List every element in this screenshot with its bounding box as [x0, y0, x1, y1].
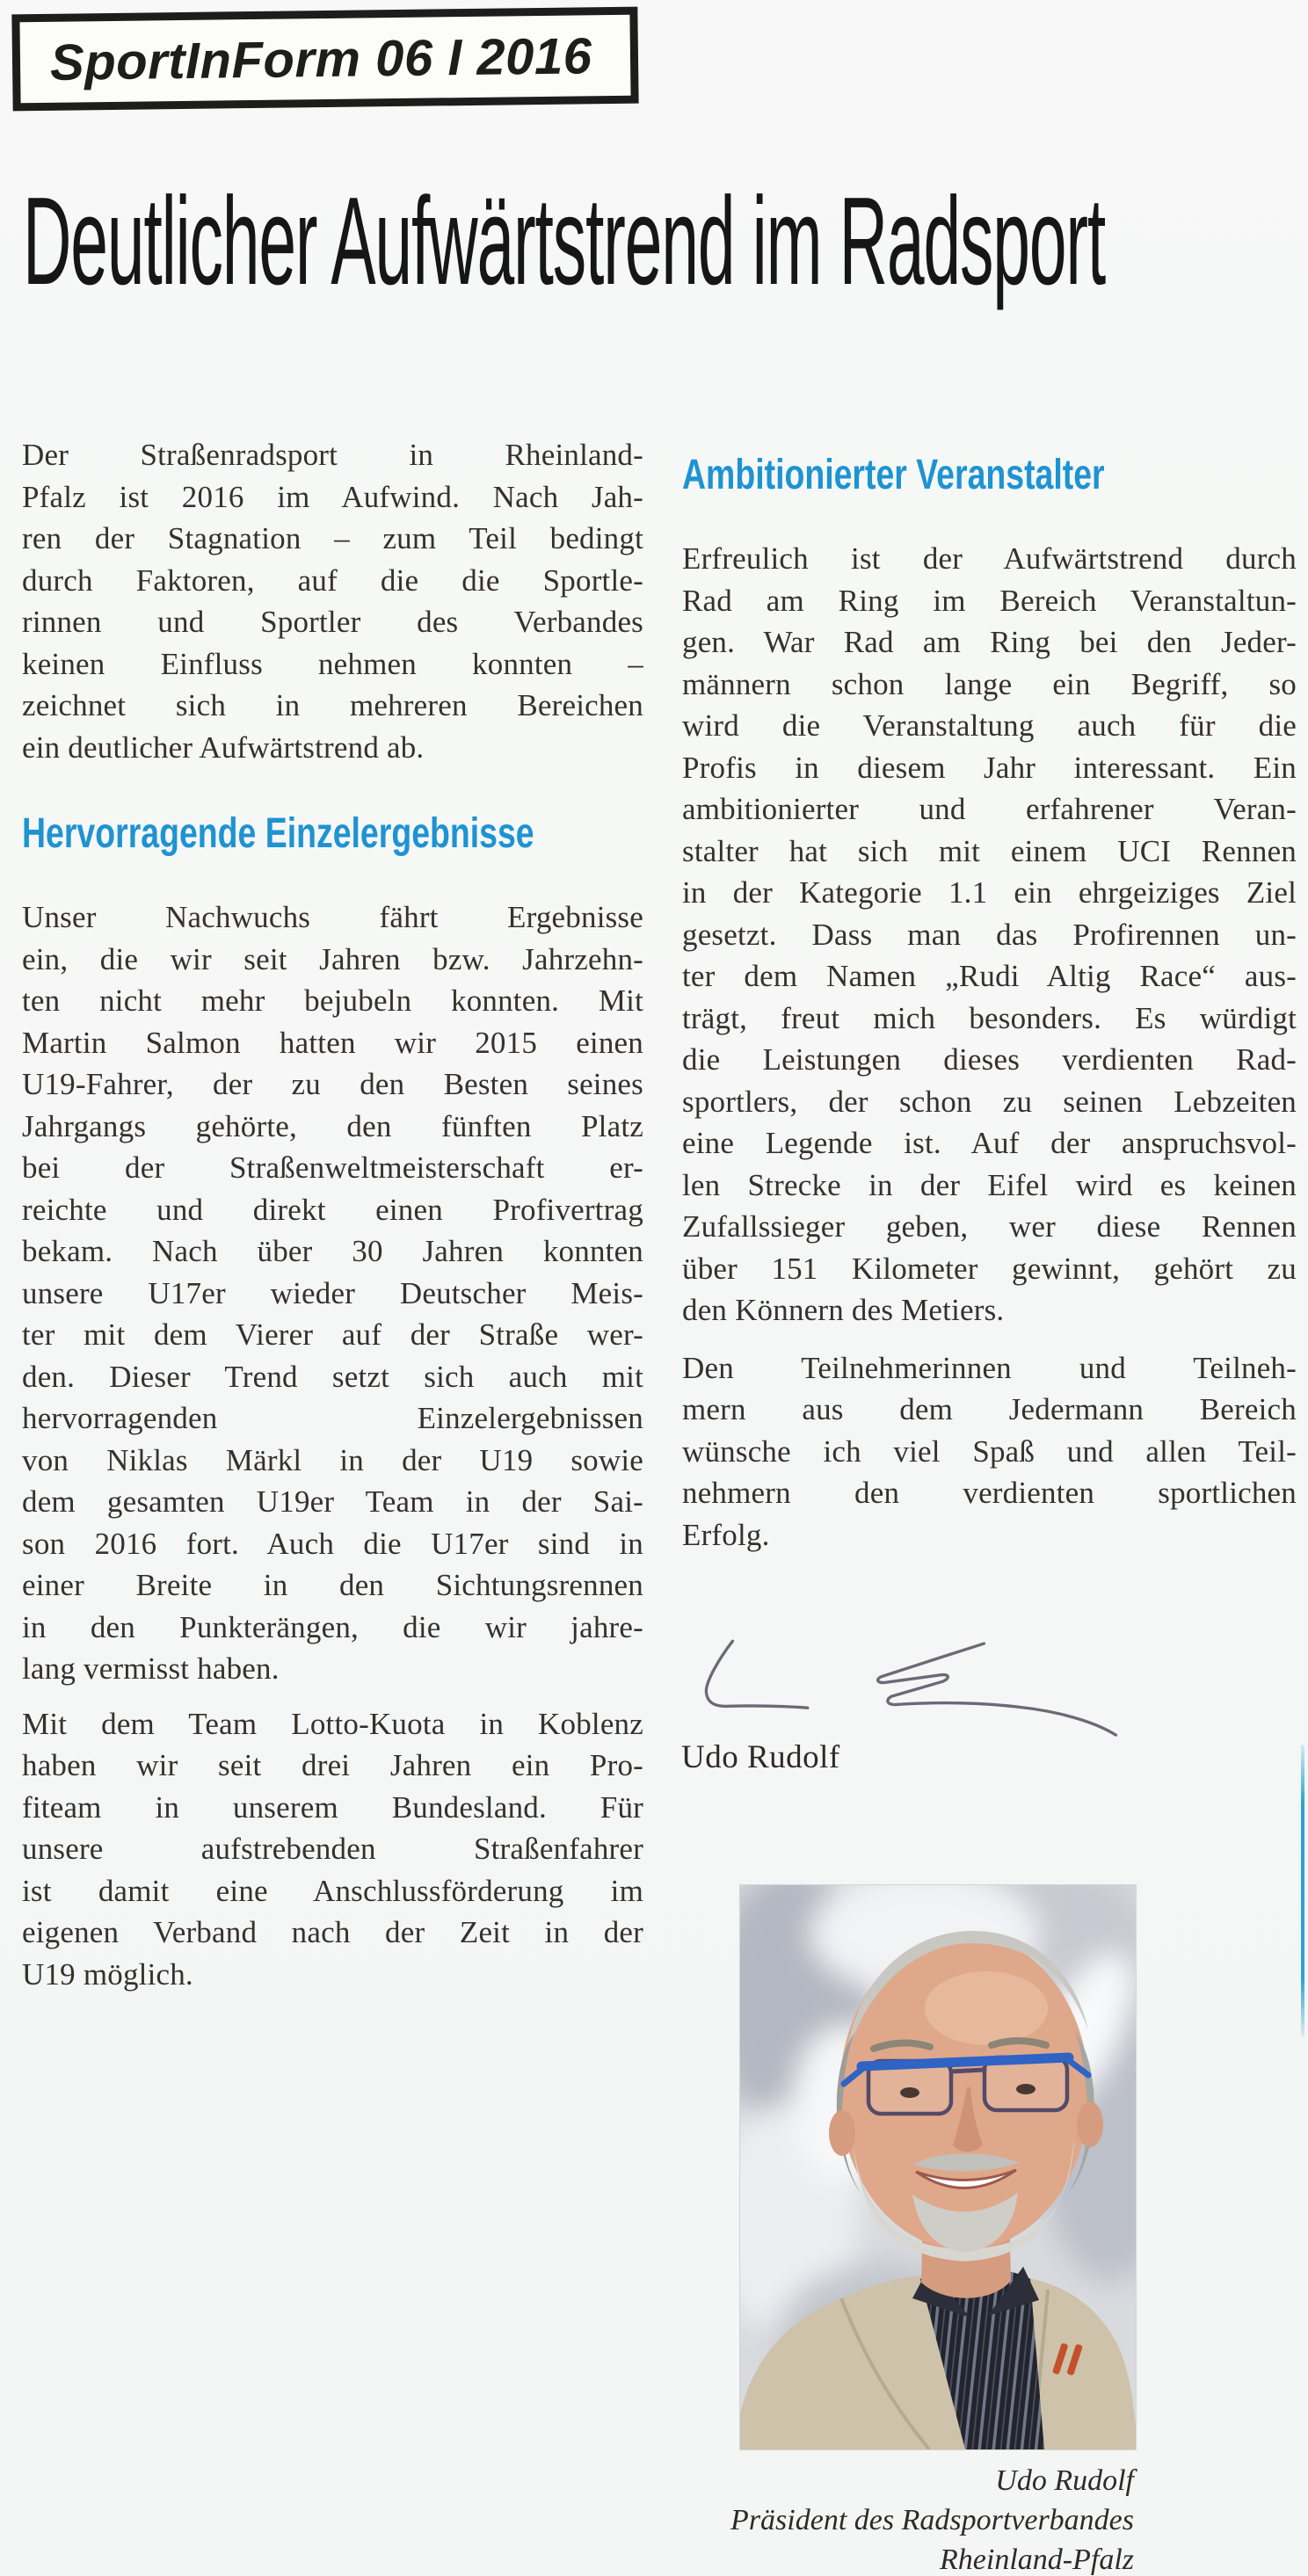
caption-region: Rheinland-Pfalz	[940, 2543, 1134, 2576]
text-line: Mit dem Team Lotto-Kuota in Koblenz	[22, 1706, 643, 1741]
text-line: Profis in diesem Jahr interessant. Ein	[682, 750, 1297, 785]
text-line: unsere aufstrebenden Straßenfahrer	[22, 1832, 643, 1866]
text-line: ren der Stagnation – zum Teil bedingt	[22, 521, 643, 555]
text-line: wird die Veranstaltung auch für die	[682, 708, 1297, 743]
text-line: Zufallssieger geben, wer diese Rennen	[682, 1209, 1297, 1244]
text-line: den Könnern des Metiers.	[682, 1293, 1005, 1327]
portrait-photo	[740, 1885, 1136, 2449]
text-line: von Niklas Märkl in der U19 sowie	[22, 1442, 643, 1477]
text-line: keinen Einfluss nehmen konnten –	[22, 646, 643, 681]
text-line: mern aus dem Jedermann Bereich	[682, 1392, 1297, 1426]
photo-caption	[615, 2461, 1134, 2576]
text-line: U19-Fahrer, der zu den Besten seines	[22, 1067, 643, 1101]
text-line: ein deutlicher Aufwärtstrend ab.	[22, 729, 425, 765]
text-line: gen. War Rad am Ring bei den Jeder-	[682, 625, 1297, 659]
text-line: stalter hat sich mit einem UCI Rennen	[682, 833, 1297, 868]
text-line: haben wir seit drei Jahren ein Pro-	[22, 1748, 643, 1782]
text-line: zeichnet sich in mehreren Bereichen	[22, 688, 643, 722]
text-line: über 151 Kilometer gewinnt, gehört zu	[682, 1251, 1297, 1286]
wishes-paragraph	[682, 1347, 1297, 1556]
text-line: unsere U17er wieder Deutscher Meis-	[22, 1275, 643, 1310]
text-line: die Leistungen dieses verdienten Rad-	[682, 1042, 1297, 1077]
text-line: bekam. Nach über 30 Jahren konnten	[22, 1234, 643, 1268]
right-column	[682, 434, 1297, 1556]
text-line: den. Dieser Trend setzt sich auch mit	[22, 1359, 643, 1394]
intro-paragraph	[22, 434, 643, 768]
organizer-paragraph	[682, 538, 1297, 1332]
text-line: U19 möglich.	[22, 1956, 193, 1992]
text-line: ambitionierter und erfahrener Veran-	[682, 792, 1297, 826]
text-line: hervorragenden Einzelergebnissen	[22, 1401, 643, 1435]
text-line: Martin Salmon hatten wir 2015 einen	[22, 1025, 643, 1060]
team-paragraph	[22, 1703, 643, 1996]
text-line: in den Punkterängen, die wir jahre-	[22, 1609, 643, 1644]
text-line: ter mit dem Vierer auf der Straße wer-	[22, 1317, 643, 1352]
text-line: reichte und direkt einen Profivertrag	[22, 1192, 643, 1227]
text-line: nehmern den verdienten sportlichen	[682, 1476, 1297, 1510]
caption-name: Udo Rudolf	[995, 2464, 1134, 2497]
text-line: Den Teilnehmerinnen und Teilneh-	[682, 1350, 1297, 1385]
text-line: durch Faktoren, auf die die Sportle-	[22, 562, 643, 598]
masthead-box	[11, 7, 638, 112]
left-column	[22, 434, 643, 1995]
text-line: len Strecke in der Eifel wird es keinen	[682, 1167, 1297, 1202]
text-line: Rad am Ring im Bereich Veranstaltun-	[682, 583, 1297, 618]
text-line: bei der Straßenweltmeisterschaft er-	[22, 1150, 643, 1185]
article-title: Deutlicher Aufwärtstrend im Radsport	[23, 171, 1106, 311]
text-line: Erfolg.	[682, 1517, 770, 1552]
signer-name: Udo Rudolf	[681, 1739, 840, 1775]
text-line: eigenen Verband nach der Zeit in der	[22, 1915, 643, 1949]
text-line: Jahrgangs gehörte, den fünften Platz	[22, 1108, 643, 1143]
text-line: in der Kategorie 1.1 ein ehrgeiziges Ziel	[682, 875, 1297, 910]
text-line: ter dem Namen „Rudi Altig Race“ aus-	[682, 959, 1297, 993]
text-line: ein, die wir seit Jahren bzw. Jahrzehn-	[22, 941, 643, 976]
text-line: männern schon lange ein Begriff, so	[682, 666, 1297, 701]
text-line: trägt, freut mich besonders. Es würdigt	[682, 1000, 1297, 1035]
text-line: Unser Nachwuchs fährt Ergebnisse	[22, 900, 643, 934]
masthead-label: SportInForm 06 I 2016	[49, 26, 592, 91]
text-line: lang vermisst haben.	[22, 1651, 280, 1686]
text-line: sportlers, der schon zu seinen Lebzeiten	[682, 1084, 1297, 1119]
results-paragraph	[22, 896, 643, 1690]
text-line: eine Legende ist. Auf der anspruchsvol-	[682, 1126, 1297, 1160]
text-line: gesetzt. Dass man das Profirennen un-	[682, 917, 1297, 952]
text-line: wünsche ich viel Spaß und allen Teil-	[682, 1433, 1297, 1469]
text-line: dem gesamten U19er Team in der Sai-	[22, 1484, 643, 1519]
caption-role: Präsident des Radsportverbandes	[730, 2504, 1134, 2536]
scan-artifact-line	[1301, 1745, 1304, 2037]
text-line: fiteam in unserem Bundesland. Für	[22, 1789, 643, 1825]
text-line: Der Straßenradsport in Rheinland-	[22, 438, 643, 472]
section-heading-veranstalter: Ambitionierter Veranstalter	[682, 452, 1105, 498]
text-line: Erfreulich ist der Aufwärtstrend durch	[682, 541, 1297, 576]
text-line: Pfalz ist 2016 im Aufwind. Nach Jah-	[22, 479, 643, 514]
text-line: ist damit eine Anschlussförderung im	[22, 1873, 643, 1908]
section-heading-einzelergebnisse: Hervorragende Einzelergebnisse	[22, 810, 534, 857]
text-line: rinnen und Sportler des Verbandes	[22, 605, 643, 639]
text-line: einer Breite in den Sichtungsrennen	[22, 1568, 643, 1602]
text-line: son 2016 fort. Auch die U17er sind in	[22, 1526, 643, 1561]
text-line: ten nicht mehr bejubeln konnten. Mit	[22, 983, 643, 1018]
